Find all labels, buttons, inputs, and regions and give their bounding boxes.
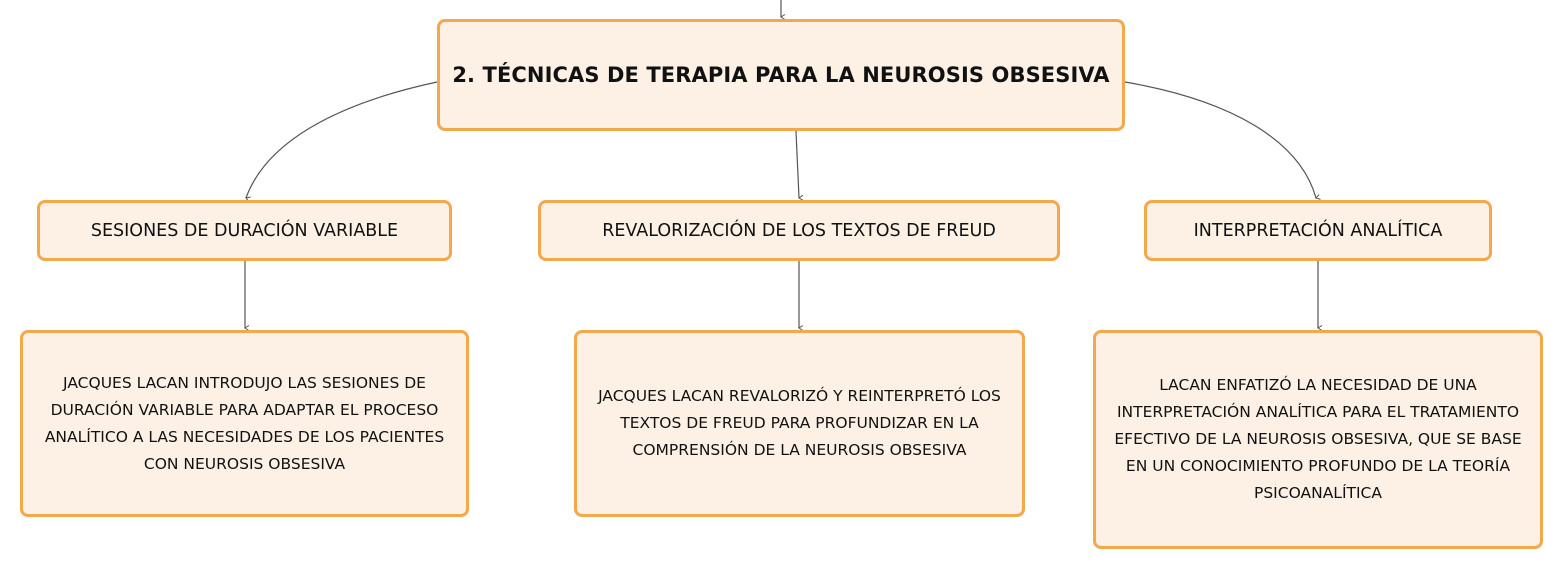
node-interpretacion-analitica[interactable] [1144,200,1492,261]
detail-node-revalorizacion-text: JACQUES LACAN REVALORIZÓ Y REINTERPRETÓ LOS TEXTOS DE FREUD PARA PROFUNDIZAR EN LA COMPRENSIÓN DE LA NEUROSIS OBSESIVA [598,387,1001,459]
detail-node-revalorizacion[interactable] [574,330,1025,517]
detail-node-sesiones-text: JACQUES LACAN INTRODUJO LAS SESIONES DE DURACIÓN VARIABLE PARA ADAPTAR EL PROCESO ANALÍTICO A LAS NECESIDADES DE LOS PACIENTES CON NEUROSIS OBSESIVA [44,373,445,473]
node-sesiones-duracion-variable[interactable] [37,200,452,261]
node-interpretacion-analitica-label: INTERPRETACIÓN ANALÍTICA [1193,220,1443,241]
detail-node-interpretacion[interactable] [1093,330,1543,549]
connector-root-to-interpretacion [1125,82,1316,198]
node-revalorizacion-textos-freud[interactable] [538,200,1060,261]
detail-node-interpretacion-text: LACAN ENFATIZÓ LA NECESIDAD DE UNA INTERPRETACIÓN ANALÍTICA PARA EL TRATAMIENTO EFECTIVO DE LA NEUROSIS OBSESIVA, QUE SE BASE EN UN CONOCIMIENTO PROFUNDO DE LA TEORÍA PSICOANALÍTICA [1114,376,1522,502]
root-node-label: 2. TÉCNICAS DE TERAPIA PARA LA NEUROSIS OBSESIVA [452,63,1110,87]
connector-root-to-revalorizacion [796,131,799,198]
detail-node-sesiones[interactable] [20,330,469,517]
connector-root-to-sesiones [246,82,437,198]
root-node[interactable] [437,19,1125,131]
node-revalorizacion-textos-freud-label: REVALORIZACIÓN DE LOS TEXTOS DE FREUD [602,220,996,241]
node-sesiones-duracion-variable-label: SESIONES DE DURACIÓN VARIABLE [90,220,399,241]
